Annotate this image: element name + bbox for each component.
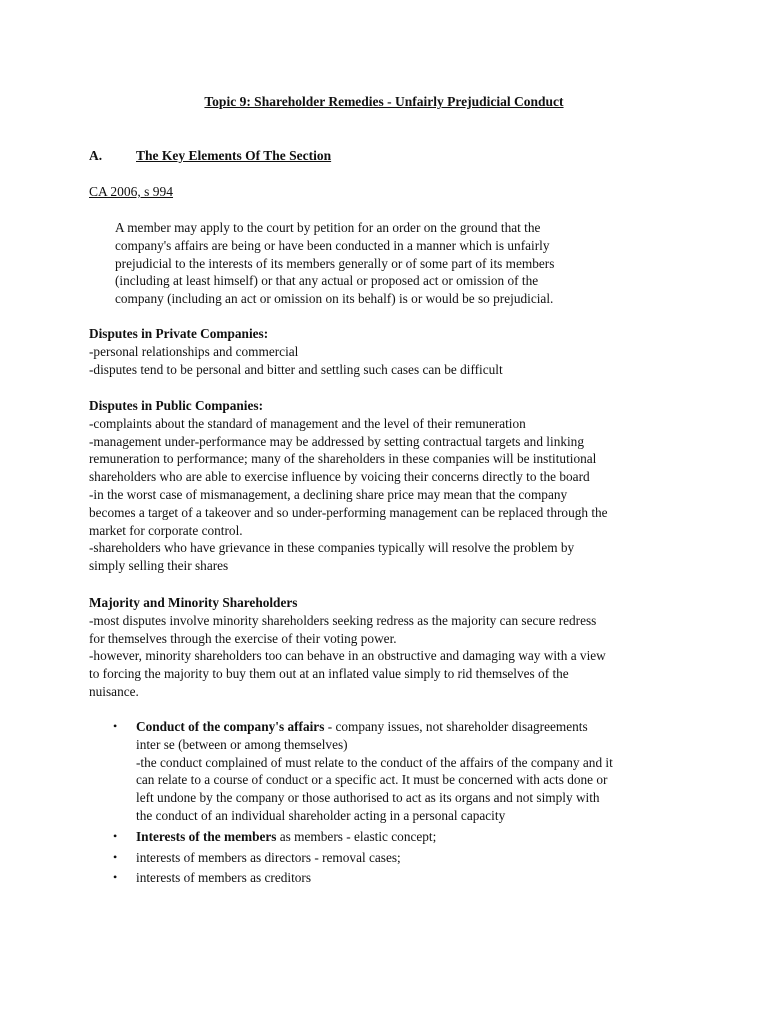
bullet-icon: • <box>113 828 118 843</box>
body-line: remuneration to performance; many of the shareholders in these companies will be institutional <box>89 451 597 467</box>
quote-line: company's affairs are being or have been conducted in a manner which is unfairly <box>115 237 550 253</box>
body-line: -management under-performance may be addressed by setting contractual targets and linking <box>89 433 584 449</box>
statute-quote <box>115 219 635 308</box>
body-line: -however, minority shareholders too can behave in an obstructive and damaging way with a view <box>89 648 606 664</box>
body-line: -complaints about the standard of management and the level of their remuneration <box>89 415 526 431</box>
quote-line: company (including an act or omission on its behalf) is or would be so prejudicial. <box>115 291 554 307</box>
private-companies-heading: Disputes in Private Companies: <box>89 326 269 341</box>
body-line: -personal relationships and commercial <box>89 343 299 359</box>
body-line: -shareholders who have grievance in these companies typically will resolve the problem by <box>89 540 575 556</box>
bullet-text: can relate to a course of conduct or a specific act. It must be concerned with acts done or <box>136 772 608 788</box>
bullet-text: interests of members as directors - removal cases; <box>136 849 401 865</box>
section-title: The Key Elements Of The Section <box>136 148 332 163</box>
body-line: to forcing the majority to buy them out at an inflated value simply to rid themselves of the <box>89 666 569 682</box>
bullet-text: - company issues, not shareholder disagreements <box>324 719 588 734</box>
body-line: nuisance. <box>89 683 139 699</box>
bullet-icon: • <box>113 719 118 733</box>
bullet-text: as members - elastic concept; <box>276 828 437 844</box>
private-companies-block <box>89 325 683 378</box>
page-title: Topic 9: Shareholder Remedies - Unfairly Prejudicial Conduct <box>204 94 564 109</box>
list-item <box>113 718 678 825</box>
bullet-list <box>113 718 678 890</box>
bullet-bold-term: Conduct of the company's affairs <box>136 719 325 734</box>
bullet-text: -the conduct complained of must relate to the conduct of the affairs of the company and it <box>136 754 613 770</box>
bullet-text: interests of members as creditors <box>136 870 312 886</box>
list-item <box>113 828 678 846</box>
public-companies-heading: Disputes in Public Companies: <box>89 398 263 413</box>
majority-minority-block <box>89 594 683 701</box>
majority-minority-heading: Majority and Minority Shareholders <box>89 595 298 610</box>
quote-line: prejudicial to the interests of its members generally or of some part of its members <box>115 255 555 271</box>
body-line: -in the worst case of mismanagement, a declining share price may mean that the company <box>89 486 568 502</box>
body-line: market for corporate control. <box>89 522 243 538</box>
section-letter: A. <box>89 148 103 163</box>
body-line: -disputes tend to be personal and bitter and settling such cases can be difficult <box>89 361 503 377</box>
body-line: -most disputes involve minority shareholders seeking redress as the majority can secure redress <box>89 612 597 628</box>
statute-reference: CA 2006, s 994 <box>89 184 174 199</box>
bullet-text: inter se (between or among themselves) <box>136 736 348 752</box>
bullet-text: the conduct of an individual shareholder acting in a personal capacity <box>136 807 506 823</box>
bullet-icon: • <box>113 849 118 864</box>
body-line: for themselves through the exercise of their voting power. <box>89 630 397 646</box>
bullet-bold-term: Interests of the members <box>136 828 277 844</box>
quote-line: A member may apply to the court by petition for an order on the ground that the <box>115 220 541 235</box>
body-line: simply selling their shares <box>89 558 229 574</box>
quote-line: (including at least himself) or that any actual or proposed act or omission of the <box>115 273 539 289</box>
list-item <box>113 869 678 887</box>
public-companies-block <box>89 397 683 575</box>
bullet-text: left undone by the company or those authorised to act as its organs and not simply with <box>136 790 600 806</box>
list-item <box>113 849 678 867</box>
section-heading <box>89 148 331 164</box>
bullet-icon: • <box>113 870 118 885</box>
body-line: becomes a target of a takeover and so under-performing management can be replaced through the <box>89 504 608 520</box>
body-line: shareholders who are able to exercise influence by voicing their concerns directly to the board <box>89 469 590 485</box>
